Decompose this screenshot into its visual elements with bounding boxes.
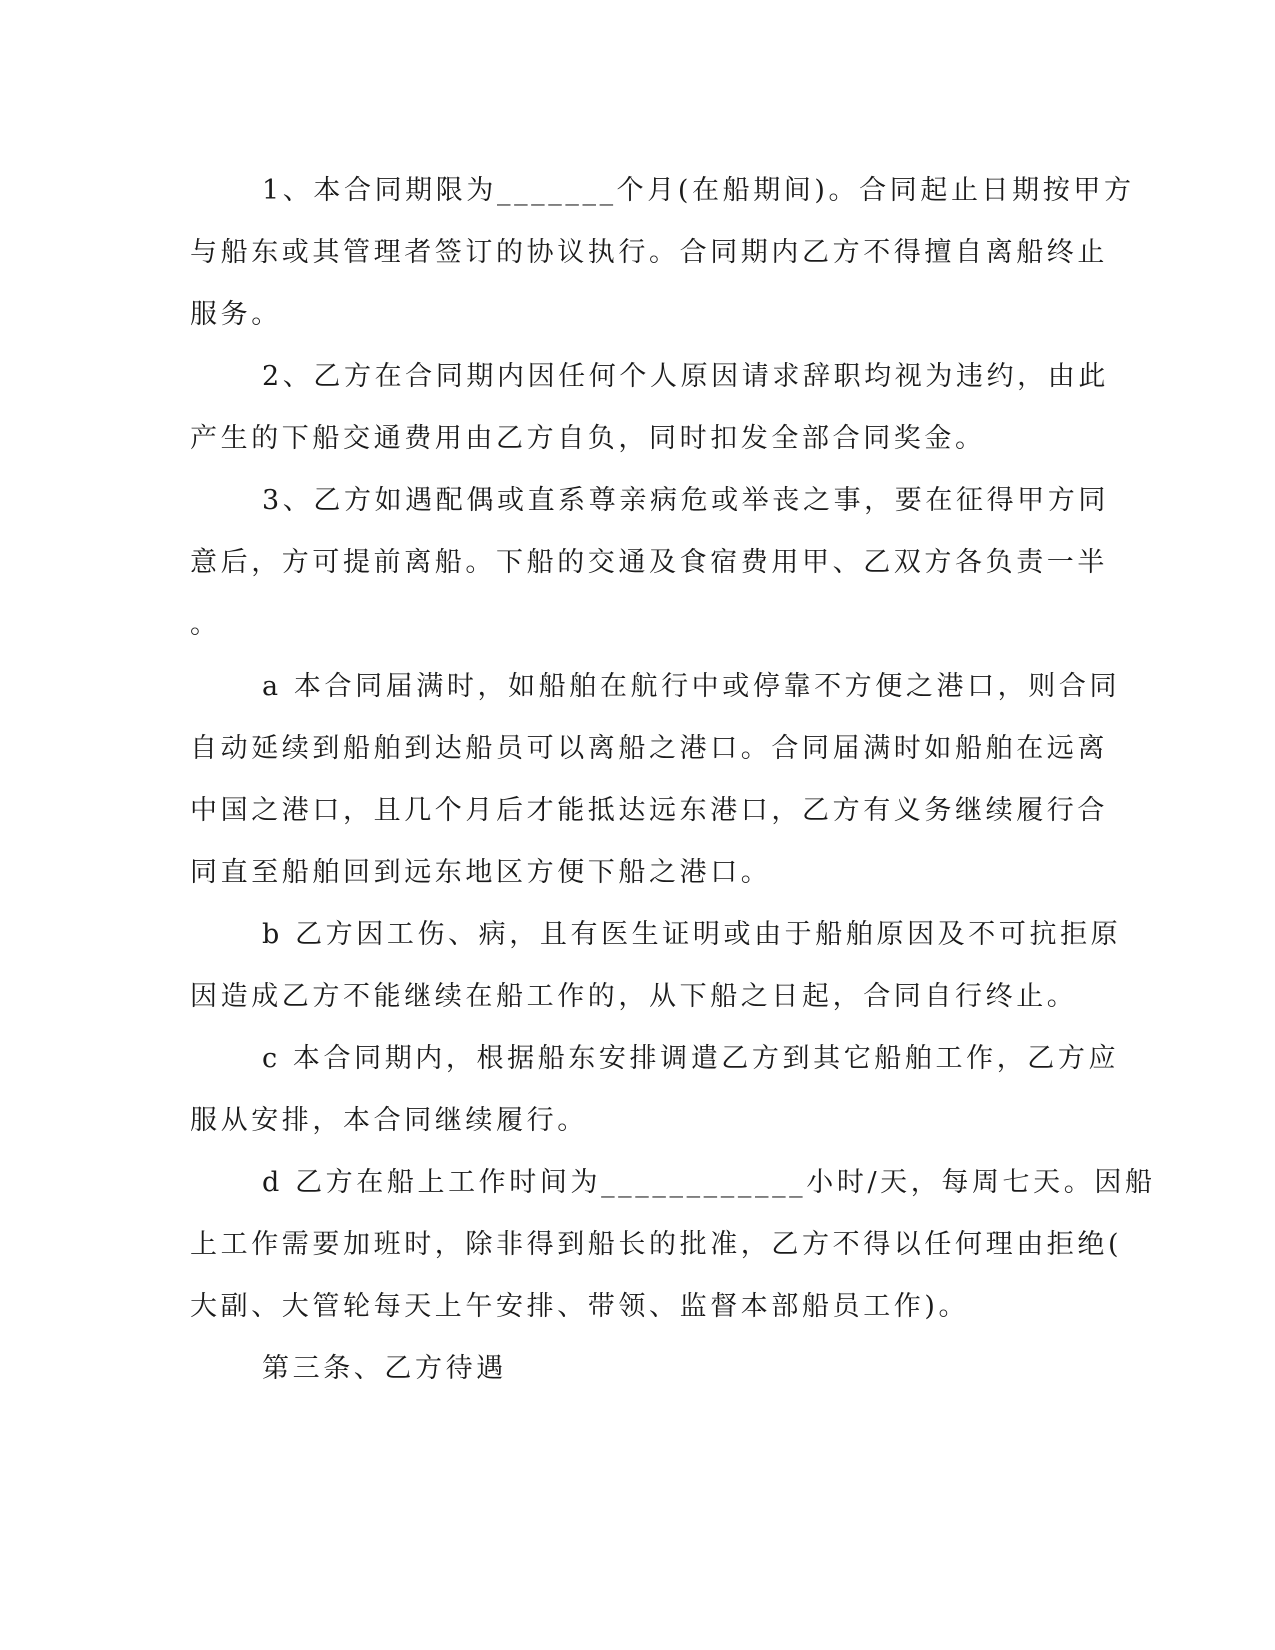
text-line: d 乙方在船上工作时间为____________小时/天，每周七天。因船: [262, 1167, 1156, 1198]
text-line: 2、乙方在合同期内因任何个人原因请求辞职均视为违约，由此: [262, 361, 1109, 392]
text-line: b 乙方因工伤、病，且有医生证明或由于船舶原因及不可抗拒原: [262, 919, 1122, 950]
text-line: 上工作需要加班时，除非得到船长的批准，乙方不得以任何理由拒绝(: [190, 1229, 1123, 1260]
text-line: 1、本合同期限为_______个月(在船期间)。合同起止日期按甲方: [262, 175, 1135, 206]
text-line: 与船东或其管理者签订的协议执行。合同期内乙方不得擅自离船终止: [190, 237, 1108, 268]
text-line: 产生的下船交通费用由乙方自负，同时扣发全部合同奖金。: [190, 423, 986, 454]
text-line: 服务。: [190, 299, 282, 330]
text-line: 。: [190, 609, 221, 640]
text-line: 因造成乙方不能继续在船工作的，从下船之日起，合同自行终止。: [190, 981, 1078, 1012]
text-line: 自动延续到船舶到达船员可以离船之港口。合同届满时如船舶在远离: [190, 733, 1108, 764]
text-line: 大副、大管轮每天上午安排、带领、监督本部船员工作)。: [190, 1291, 970, 1322]
document-body: [190, 160, 1156, 1400]
text-line: 意后，方可提前离船。下船的交通及食宿费用甲、乙双方各负责一半: [190, 547, 1108, 578]
text-line: a 本合同届满时，如船舶在航行中或停靠不方便之港口，则合同: [262, 671, 1121, 702]
text-line: 服从安排，本合同继续履行。: [190, 1105, 588, 1136]
text-line: 同直至船舶回到远东地区方便下船之港口。: [190, 857, 772, 888]
text-line: 3、乙方如遇配偶或直系尊亲病危或举丧之事，要在征得甲方同: [262, 485, 1109, 516]
text-line: c 本合同期内，根据船东安排调遣乙方到其它船舶工作，乙方应: [262, 1043, 1120, 1074]
text-line: 中国之港口，且几个月后才能抵达远东港口，乙方有义务继续履行合: [190, 795, 1108, 826]
section-heading: 第三条、乙方待遇: [262, 1353, 507, 1384]
